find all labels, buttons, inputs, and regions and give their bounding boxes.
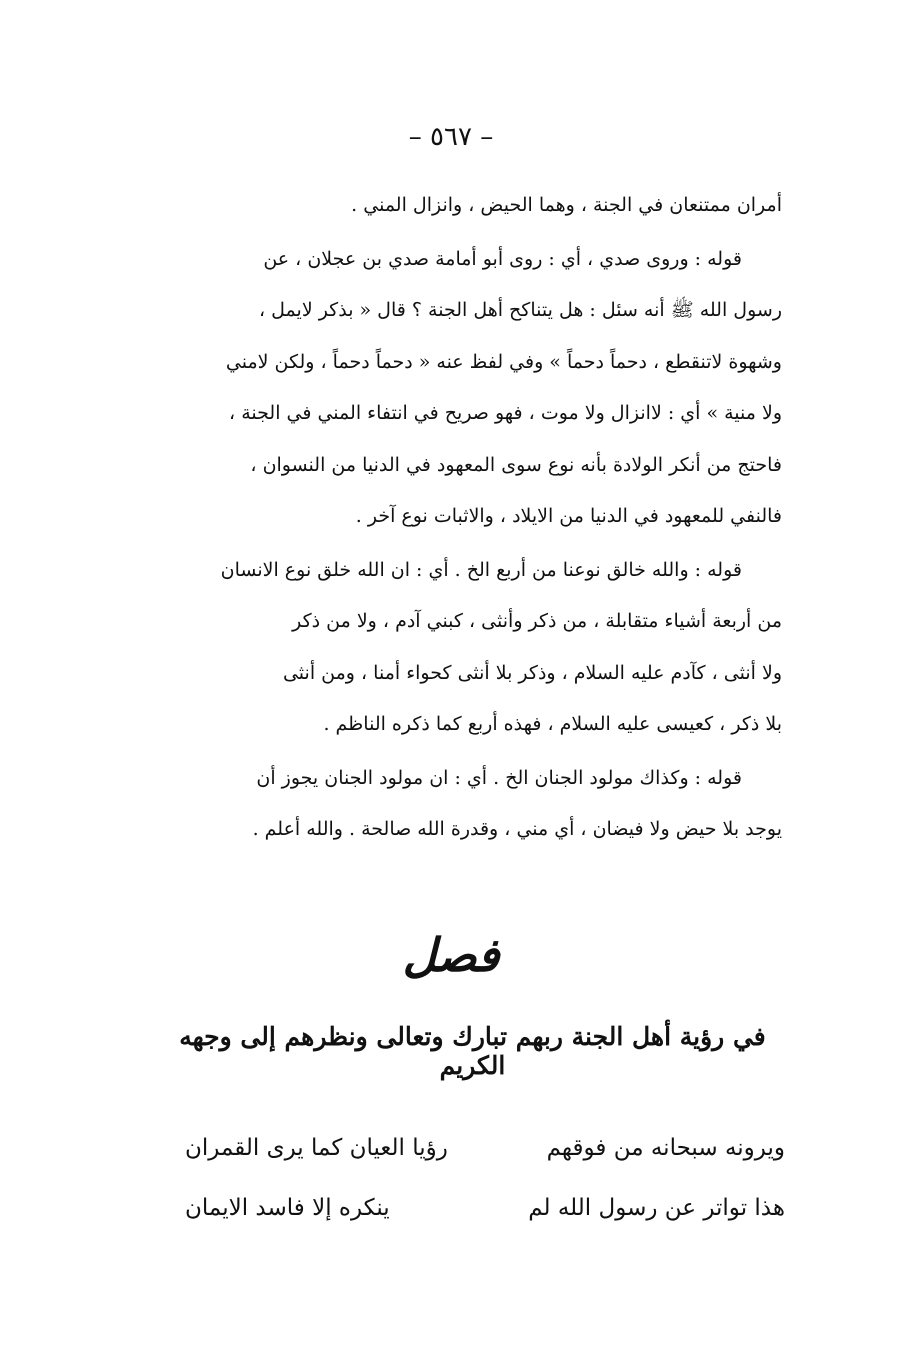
text-line: رسول الله ﷺ أنه سئل : هل يتناكح أهل الجنة ؟ قال « بذكر لايمل ، [258, 299, 782, 321]
text-line: ولا منية » أي : لاانزال ولا موت ، فهو صريح في انتفاء المني في الجنة ، [229, 402, 782, 424]
page-number: – ٥٦٧ – [408, 122, 494, 152]
text-line: من أربعة أشياء متقابلة ، من ذكر وأنثى ، كبني آدم ، ولا من ذكر [292, 610, 782, 632]
text-line: قوله : وروى صدي ، أي : روى أبو أمامة صدي بن عجلان ، عن [263, 247, 742, 270]
section-subtitle: في رؤية أهل الجنة ربهم تبارك وتعالى ونظرهم إلى وجهه الكريم [179, 1022, 766, 1080]
text-line: فالنفي للمعهود في الدنيا من الايلاد ، والاثبات نوع آخر . [355, 505, 782, 527]
text-line: قوله : وكذاك مولود الجنان الخ . أي : ان مولود الجنان يجوز أن [256, 766, 742, 789]
text-line: أمران ممتنعان في الجنة ، وهما الحيض ، وانزال المني . [351, 194, 782, 216]
text-line: ولا أنثى ، كآدم عليه السلام ، وذكر بلا أنثى كحواء أمنا ، ومن أنثى [282, 661, 782, 684]
paragraph-4 [165, 753, 782, 856]
text-line: قوله : والله خالق نوعنا من أربع الخ . أي : ان الله خلق نوع الانسان [220, 558, 742, 581]
text-line: فاحتج من أنكر الولادة بأنه نوع سوى المعهود في الدنيا من النسوان ، [250, 453, 782, 476]
body-text [165, 180, 782, 856]
verse-line [185, 1135, 785, 1161]
text-line: بلا ذكر ، كعيسى عليه السلام ، فهذه أربع كما ذكره الناظم . [323, 713, 782, 735]
paragraph-1 [165, 180, 782, 232]
section-title: فصل [402, 928, 500, 982]
verse-first-hemistich: هذا تواتر عن رسول الله لم [528, 1195, 785, 1221]
verse-line [185, 1195, 785, 1221]
text-line: يوجد بلا حيض ولا فيضان ، أي مني ، وقدرة الله صالحة . والله أعلم . [252, 818, 782, 840]
text-line: وشهوة لاتنقطع ، دحماً دحماً » وفي لفظ عنه « دحماً دحماً ، ولكن لامني [225, 350, 782, 373]
verse-second-hemistich: رؤيا العيان كما يرى القمران [185, 1135, 448, 1161]
verse-second-hemistich: ينكره إلا فاسد الايمان [185, 1195, 390, 1221]
paragraph-2 [165, 234, 782, 543]
verse-first-hemistich: ويرونه سبحانه من فوقهم [546, 1135, 785, 1161]
paragraph-3 [165, 545, 782, 751]
